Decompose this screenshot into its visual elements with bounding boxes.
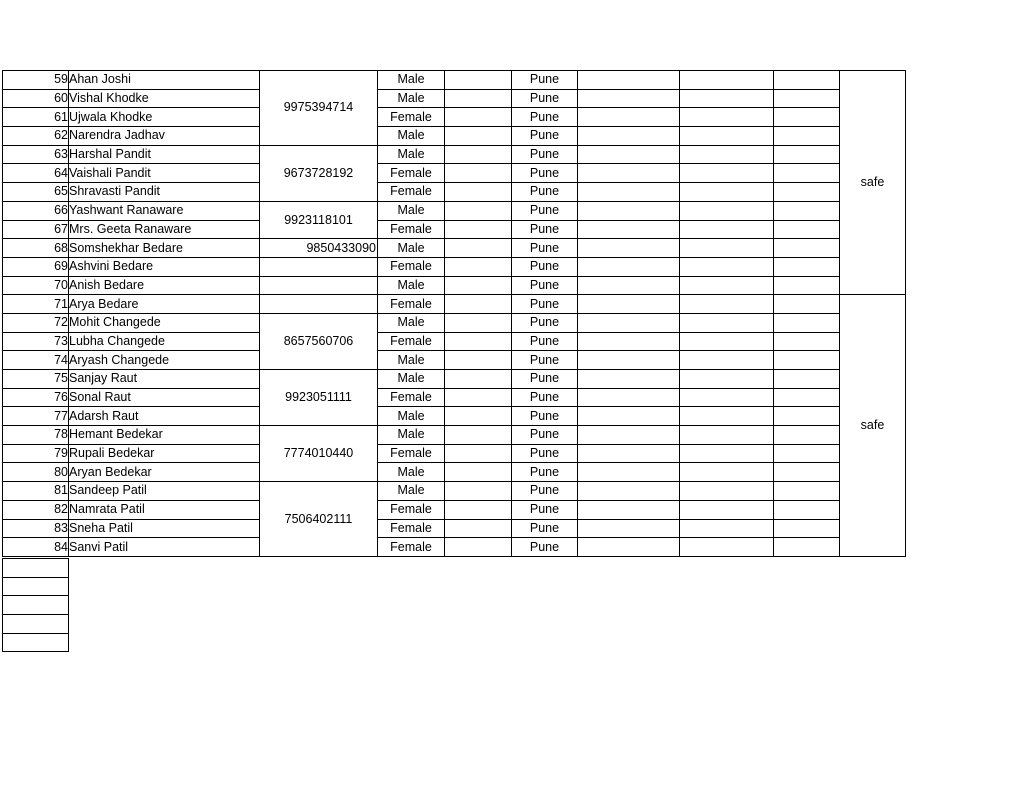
city-cell: Pune bbox=[512, 519, 578, 538]
phone-number: 9673728192 bbox=[260, 145, 378, 201]
empty-cell bbox=[3, 559, 69, 578]
empty-cell bbox=[445, 257, 512, 276]
phone-number: 7774010440 bbox=[260, 426, 378, 482]
empty-cell bbox=[680, 183, 774, 202]
city-cell: Pune bbox=[512, 89, 578, 108]
empty-cell bbox=[680, 257, 774, 276]
table-row bbox=[3, 71, 906, 90]
empty-cell bbox=[445, 295, 512, 314]
person-name: Sanvi Patil bbox=[69, 538, 260, 557]
empty-cell bbox=[774, 89, 840, 108]
empty-cell bbox=[578, 500, 680, 519]
empty-cell bbox=[445, 388, 512, 407]
city-cell: Pune bbox=[512, 426, 578, 445]
row-number: 78 bbox=[3, 426, 69, 445]
row-number: 73 bbox=[3, 332, 69, 351]
table-row bbox=[3, 183, 906, 202]
empty-cell bbox=[445, 220, 512, 239]
person-name: Rupali Bedekar bbox=[69, 444, 260, 463]
empty-cell bbox=[445, 332, 512, 351]
empty-cell bbox=[774, 276, 840, 295]
gender-cell: Male bbox=[378, 127, 445, 146]
phone-number: 9975394714 bbox=[260, 71, 378, 146]
empty-cell bbox=[680, 482, 774, 501]
person-name: Aryan Bedekar bbox=[69, 463, 260, 482]
empty-cell bbox=[680, 538, 774, 557]
person-name: Adarsh Raut bbox=[69, 407, 260, 426]
table-row bbox=[3, 426, 906, 445]
empty-cell bbox=[578, 407, 680, 426]
gender-cell: Female bbox=[378, 295, 445, 314]
empty-cell bbox=[774, 351, 840, 370]
empty-cell bbox=[680, 71, 774, 90]
empty-cell bbox=[680, 201, 774, 220]
person-name: Harshal Pandit bbox=[69, 145, 260, 164]
city-cell: Pune bbox=[512, 482, 578, 501]
empty-cell bbox=[774, 108, 840, 127]
gender-cell: Female bbox=[378, 444, 445, 463]
empty-cell bbox=[774, 239, 840, 258]
phone-number bbox=[260, 276, 378, 295]
person-name: Anish Bedare bbox=[69, 276, 260, 295]
row-number: 75 bbox=[3, 370, 69, 389]
empty-cell bbox=[445, 351, 512, 370]
gender-cell: Male bbox=[378, 201, 445, 220]
row-number: 80 bbox=[3, 463, 69, 482]
empty-cell bbox=[445, 313, 512, 332]
row-number: 81 bbox=[3, 482, 69, 501]
row-number: 72 bbox=[3, 313, 69, 332]
gender-cell: Female bbox=[378, 538, 445, 557]
table-row bbox=[3, 127, 906, 146]
city-cell: Pune bbox=[512, 145, 578, 164]
person-name: Somshekhar Bedare bbox=[69, 239, 260, 258]
row-number: 76 bbox=[3, 388, 69, 407]
empty-cell bbox=[774, 71, 840, 90]
gender-cell: Female bbox=[378, 388, 445, 407]
city-cell: Pune bbox=[512, 239, 578, 258]
table-body bbox=[3, 71, 906, 557]
empty-cell bbox=[774, 164, 840, 183]
empty-row bbox=[3, 559, 69, 578]
table-row bbox=[3, 407, 906, 426]
empty-cell bbox=[774, 500, 840, 519]
empty-cell bbox=[445, 239, 512, 258]
empty-cell bbox=[578, 71, 680, 90]
city-cell: Pune bbox=[512, 444, 578, 463]
gender-cell: Female bbox=[378, 108, 445, 127]
empty-cell bbox=[578, 313, 680, 332]
empty-cell bbox=[680, 407, 774, 426]
row-number: 62 bbox=[3, 127, 69, 146]
empty-cell bbox=[578, 145, 680, 164]
table-row bbox=[3, 257, 906, 276]
empty-cell bbox=[578, 388, 680, 407]
person-name: Narendra Jadhav bbox=[69, 127, 260, 146]
empty-row bbox=[3, 633, 69, 652]
empty-cell bbox=[680, 332, 774, 351]
gender-cell: Male bbox=[378, 482, 445, 501]
row-number: 71 bbox=[3, 295, 69, 314]
empty-cell bbox=[774, 313, 840, 332]
city-cell: Pune bbox=[512, 164, 578, 183]
gender-cell: Male bbox=[378, 145, 445, 164]
status-cell: safe bbox=[840, 71, 906, 295]
gender-cell: Male bbox=[378, 426, 445, 445]
empty-rows-table bbox=[2, 558, 69, 652]
row-number: 68 bbox=[3, 239, 69, 258]
empty-cell bbox=[3, 596, 69, 615]
table-row bbox=[3, 388, 906, 407]
table-row bbox=[3, 370, 906, 389]
city-cell: Pune bbox=[512, 463, 578, 482]
empty-cell bbox=[680, 351, 774, 370]
gender-cell: Male bbox=[378, 71, 445, 90]
table-row bbox=[3, 295, 906, 314]
phone-number: 8657560706 bbox=[260, 313, 378, 369]
phone-number: 9923118101 bbox=[260, 201, 378, 238]
person-name: Aryash Changede bbox=[69, 351, 260, 370]
empty-cell bbox=[774, 407, 840, 426]
city-cell: Pune bbox=[512, 257, 578, 276]
empty-cell bbox=[774, 257, 840, 276]
person-name: Vishal Khodke bbox=[69, 89, 260, 108]
city-cell: Pune bbox=[512, 71, 578, 90]
row-number: 82 bbox=[3, 500, 69, 519]
row-number: 60 bbox=[3, 89, 69, 108]
empty-cell bbox=[680, 426, 774, 445]
row-number: 66 bbox=[3, 201, 69, 220]
empty-cell bbox=[578, 183, 680, 202]
row-number: 77 bbox=[3, 407, 69, 426]
empty-cell bbox=[578, 295, 680, 314]
person-name: Ashvini Bedare bbox=[69, 257, 260, 276]
phone-number: 9923051111 bbox=[260, 370, 378, 426]
city-cell: Pune bbox=[512, 220, 578, 239]
empty-cell bbox=[445, 463, 512, 482]
empty-cell bbox=[578, 444, 680, 463]
gender-cell: Male bbox=[378, 276, 445, 295]
empty-cell bbox=[680, 164, 774, 183]
person-name: Ujwala Khodke bbox=[69, 108, 260, 127]
city-cell: Pune bbox=[512, 183, 578, 202]
city-cell: Pune bbox=[512, 351, 578, 370]
row-number: 70 bbox=[3, 276, 69, 295]
empty-cell bbox=[578, 482, 680, 501]
empty-cell bbox=[680, 295, 774, 314]
empty-cell bbox=[445, 500, 512, 519]
person-name: Vaishali Pandit bbox=[69, 164, 260, 183]
gender-cell: Male bbox=[378, 407, 445, 426]
empty-cell bbox=[445, 145, 512, 164]
empty-cell bbox=[680, 220, 774, 239]
table-row bbox=[3, 89, 906, 108]
empty-cell bbox=[680, 276, 774, 295]
empty-row bbox=[3, 577, 69, 596]
gender-cell: Female bbox=[378, 500, 445, 519]
phone-number bbox=[260, 295, 378, 314]
empty-cell bbox=[578, 108, 680, 127]
empty-cell bbox=[680, 444, 774, 463]
empty-cell bbox=[680, 500, 774, 519]
city-cell: Pune bbox=[512, 407, 578, 426]
empty-cell bbox=[578, 426, 680, 445]
table-row bbox=[3, 220, 906, 239]
empty-cell bbox=[680, 463, 774, 482]
person-name: Sandeep Patil bbox=[69, 482, 260, 501]
gender-cell: Male bbox=[378, 463, 445, 482]
row-number: 69 bbox=[3, 257, 69, 276]
table-row bbox=[3, 332, 906, 351]
table-row bbox=[3, 351, 906, 370]
person-name: Mrs. Geeta Ranaware bbox=[69, 220, 260, 239]
table-row bbox=[3, 239, 906, 258]
empty-cell bbox=[445, 482, 512, 501]
city-cell: Pune bbox=[512, 127, 578, 146]
table-row bbox=[3, 145, 906, 164]
empty-cell bbox=[774, 183, 840, 202]
status-cell: safe bbox=[840, 295, 906, 557]
empty-cell bbox=[578, 257, 680, 276]
empty-cell bbox=[680, 108, 774, 127]
row-number: 59 bbox=[3, 71, 69, 90]
empty-cell bbox=[578, 538, 680, 557]
gender-cell: Male bbox=[378, 313, 445, 332]
person-name: Sanjay Raut bbox=[69, 370, 260, 389]
city-cell: Pune bbox=[512, 295, 578, 314]
empty-cell bbox=[578, 276, 680, 295]
person-name: Mohit Changede bbox=[69, 313, 260, 332]
empty-cell bbox=[774, 220, 840, 239]
empty-cell bbox=[680, 145, 774, 164]
empty-cell bbox=[578, 220, 680, 239]
table-row bbox=[3, 482, 906, 501]
empty-cell bbox=[445, 370, 512, 389]
person-name: Yashwant Ranaware bbox=[69, 201, 260, 220]
empty-cell bbox=[445, 71, 512, 90]
empty-cell bbox=[445, 89, 512, 108]
empty-cell bbox=[3, 615, 69, 634]
table-row bbox=[3, 444, 906, 463]
empty-cell bbox=[578, 463, 680, 482]
gender-cell: Female bbox=[378, 220, 445, 239]
person-name: Hemant Bedekar bbox=[69, 426, 260, 445]
empty-cell bbox=[445, 426, 512, 445]
empty-cell bbox=[445, 164, 512, 183]
gender-cell: Female bbox=[378, 183, 445, 202]
city-cell: Pune bbox=[512, 370, 578, 389]
empty-cell bbox=[445, 183, 512, 202]
empty-cell bbox=[774, 482, 840, 501]
empty-cell bbox=[445, 444, 512, 463]
row-number: 84 bbox=[3, 538, 69, 557]
empty-cell bbox=[3, 633, 69, 652]
city-cell: Pune bbox=[512, 313, 578, 332]
city-cell: Pune bbox=[512, 332, 578, 351]
table-row bbox=[3, 164, 906, 183]
gender-cell: Male bbox=[378, 351, 445, 370]
person-name: Lubha Changede bbox=[69, 332, 260, 351]
empty-cell bbox=[774, 388, 840, 407]
empty-cell bbox=[578, 127, 680, 146]
empty-cell bbox=[445, 538, 512, 557]
empty-cell bbox=[774, 444, 840, 463]
empty-cell bbox=[774, 201, 840, 220]
row-number: 65 bbox=[3, 183, 69, 202]
empty-cell bbox=[774, 426, 840, 445]
row-number: 63 bbox=[3, 145, 69, 164]
empty-cell bbox=[578, 370, 680, 389]
row-number: 74 bbox=[3, 351, 69, 370]
empty-cell bbox=[445, 519, 512, 538]
city-cell: Pune bbox=[512, 538, 578, 557]
row-number: 83 bbox=[3, 519, 69, 538]
empty-cell bbox=[680, 89, 774, 108]
gender-cell: Female bbox=[378, 332, 445, 351]
table-row bbox=[3, 108, 906, 127]
person-name: Namrata Patil bbox=[69, 500, 260, 519]
empty-cell bbox=[445, 108, 512, 127]
table-row bbox=[3, 519, 906, 538]
person-name: Arya Bedare bbox=[69, 295, 260, 314]
city-cell: Pune bbox=[512, 500, 578, 519]
row-number: 64 bbox=[3, 164, 69, 183]
table-row bbox=[3, 538, 906, 557]
row-number: 79 bbox=[3, 444, 69, 463]
gender-cell: Male bbox=[378, 370, 445, 389]
city-cell: Pune bbox=[512, 276, 578, 295]
empty-cell bbox=[774, 538, 840, 557]
city-cell: Pune bbox=[512, 201, 578, 220]
empty-cell bbox=[774, 370, 840, 389]
table-row bbox=[3, 201, 906, 220]
empty-cell bbox=[578, 201, 680, 220]
empty-cell bbox=[445, 407, 512, 426]
empty-cell bbox=[3, 577, 69, 596]
person-name: Shravasti Pandit bbox=[69, 183, 260, 202]
empty-row bbox=[3, 596, 69, 615]
table-row bbox=[3, 463, 906, 482]
table-row bbox=[3, 313, 906, 332]
empty-cell bbox=[774, 463, 840, 482]
phone-number bbox=[260, 257, 378, 276]
person-name: Ahan Joshi bbox=[69, 71, 260, 90]
empty-cell bbox=[578, 239, 680, 258]
gender-cell: Male bbox=[378, 239, 445, 258]
empty-cell bbox=[680, 388, 774, 407]
gender-cell: Female bbox=[378, 519, 445, 538]
person-name: Sneha Patil bbox=[69, 519, 260, 538]
empty-cell bbox=[774, 127, 840, 146]
phone-number: 9850433090 bbox=[260, 239, 378, 258]
empty-cell bbox=[680, 127, 774, 146]
empty-cell bbox=[680, 313, 774, 332]
gender-cell: Male bbox=[378, 89, 445, 108]
gender-cell: Female bbox=[378, 257, 445, 276]
empty-cell bbox=[774, 519, 840, 538]
row-number: 67 bbox=[3, 220, 69, 239]
empty-cell bbox=[680, 239, 774, 258]
gender-cell: Female bbox=[378, 164, 445, 183]
empty-cell bbox=[445, 201, 512, 220]
empty-cell bbox=[445, 127, 512, 146]
row-number: 61 bbox=[3, 108, 69, 127]
city-cell: Pune bbox=[512, 108, 578, 127]
empty-cell bbox=[445, 276, 512, 295]
empty-cell bbox=[578, 164, 680, 183]
city-cell: Pune bbox=[512, 388, 578, 407]
empty-cell bbox=[578, 89, 680, 108]
empty-cell bbox=[774, 332, 840, 351]
empty-cell bbox=[578, 351, 680, 370]
empty-cell bbox=[774, 145, 840, 164]
empty-cell bbox=[680, 370, 774, 389]
empty-row bbox=[3, 615, 69, 634]
empty-cell bbox=[774, 295, 840, 314]
person-name: Sonal Raut bbox=[69, 388, 260, 407]
empty-cell bbox=[680, 519, 774, 538]
phone-number: 7506402111 bbox=[260, 482, 378, 557]
table-row bbox=[3, 500, 906, 519]
empty-cell bbox=[578, 519, 680, 538]
table-row bbox=[3, 276, 906, 295]
data-table bbox=[2, 70, 906, 557]
empty-cell bbox=[578, 332, 680, 351]
